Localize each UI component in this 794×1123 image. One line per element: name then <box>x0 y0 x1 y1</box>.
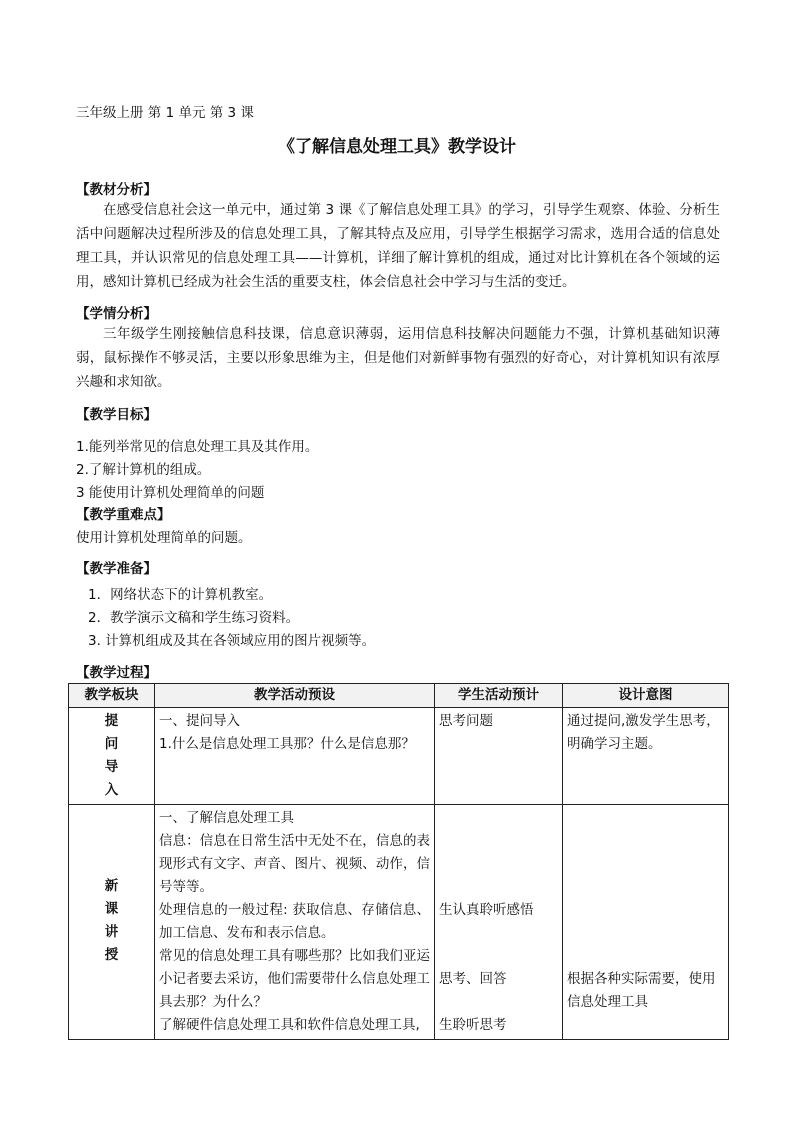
activity-line: 1.什么是信息处理工具那？什么是信息那？ <box>159 736 415 752</box>
section-char: 课 <box>104 901 119 917</box>
student-analysis-heading: 【学情分析】 <box>76 306 157 322</box>
intent-text: 根据各种实际需要，使用信息处理工具 <box>567 971 716 1010</box>
student-cell <box>435 805 563 1040</box>
breadcrumb: 三年级上册 第 1 单元 第 3 课 <box>76 105 254 121</box>
goal-item: 2.了解计算机的组成。 <box>76 462 211 478</box>
column-header: 学生活动预计 <box>435 684 563 708</box>
intent-cell: 通过提问,激发学生思考，明确学习主题。 <box>563 708 729 805</box>
goal-item: 1.能列举常见的信息处理工具及其作用。 <box>76 439 319 455</box>
table-row <box>69 805 729 1040</box>
goals-heading: 【教学目标】 <box>76 407 157 423</box>
section-char: 授 <box>104 947 119 963</box>
section-char: 问 <box>104 736 119 752</box>
section-char: 提 <box>104 713 119 729</box>
section-cell <box>69 805 155 1040</box>
key-points-heading: 【教学重难点】 <box>76 507 171 523</box>
student-line: 生认真聆听感悟 <box>439 902 534 918</box>
preparation-item: 2．教学演示文稿和学生练习资料。 <box>88 610 300 626</box>
activity-line: 常见的信息处理工具有哪些那？比如我们亚运小记者要去采访，他们需要带什么信息处理工具去那？为什么？ <box>159 948 430 1010</box>
page-title: 《了解信息处理工具》教学设计 <box>278 137 516 157</box>
activity-line: 一、了解信息处理工具 <box>159 810 294 826</box>
activity-line: 信息：信息在日常生活中无处不在，信息的表现形式有文字、声音、图片、视频、动作，信号等等。 <box>159 833 430 895</box>
activity-line: 了解硬件信息处理工具和软件信息处理工具, <box>159 1017 420 1033</box>
intent-cell <box>563 805 729 1040</box>
goal-item: 3 能使用计算机处理简单的问题 <box>76 485 265 501</box>
student-line: 生聆听思考 <box>439 1017 507 1033</box>
material-analysis-heading: 【教材分析】 <box>76 182 157 198</box>
section-char: 导 <box>104 759 119 775</box>
activity-cell <box>155 805 435 1040</box>
student-analysis-text: 三年级学生刚接触信息科技课，信息意识薄弱，运用信息科技解决问题能力不强，计算机基础知识薄弱，鼠标操作不够灵活，主要以形象思维为主，但是他们对新鲜事物有强烈的好奇心，对计算机知识有浓厚兴趣和求知欲。 <box>76 326 720 390</box>
column-header: 设计意图 <box>563 684 729 708</box>
activity-line: 一、提问导入 <box>159 713 240 729</box>
column-header: 教学活动预设 <box>155 684 435 708</box>
preparation-item: 3. 计算机组成及其在各领域应用的图片视频等。 <box>88 633 376 649</box>
activity-cell <box>155 708 435 805</box>
section-char: 新 <box>104 878 119 894</box>
activity-line: 处理信息的一般过程: 获取信息、存储信息、加工信息、发布和表示信息。 <box>159 902 430 941</box>
section-cell <box>69 708 155 805</box>
preparation-heading: 【教学准备】 <box>76 561 157 577</box>
preparation-item: 1．网络状态下的计算机教室。 <box>88 587 273 603</box>
material-analysis-text: 在感受信息社会这一单元中，通过第 3 课《了解信息处理工具》的学习，引导学生观察、体验、分析生活中问题解决过程所涉及的信息处理工具，了解其特点及应用，引导学生根据学习需求，选用合适的信息处理工具，并认识常见的信息处理工具——计算机，详细了解计算机的组成，通过对比计算机在各个领域的运用，感知计算机已经成为社会生活的重要支柱，体会信息社会中学习与生活的变迁。 <box>76 202 720 290</box>
key-points-text: 使用计算机处理简单的问题。 <box>76 530 252 546</box>
section-char: 入 <box>104 782 119 798</box>
column-header: 教学板块 <box>69 684 155 708</box>
table-header-row <box>69 684 729 708</box>
student-line: 思考、回答 <box>439 971 507 987</box>
section-char: 讲 <box>104 924 119 940</box>
process-heading: 【教学过程】 <box>76 665 157 681</box>
table-row <box>69 708 729 805</box>
student-cell: 思考问题 <box>435 708 563 805</box>
process-table <box>68 683 729 1040</box>
